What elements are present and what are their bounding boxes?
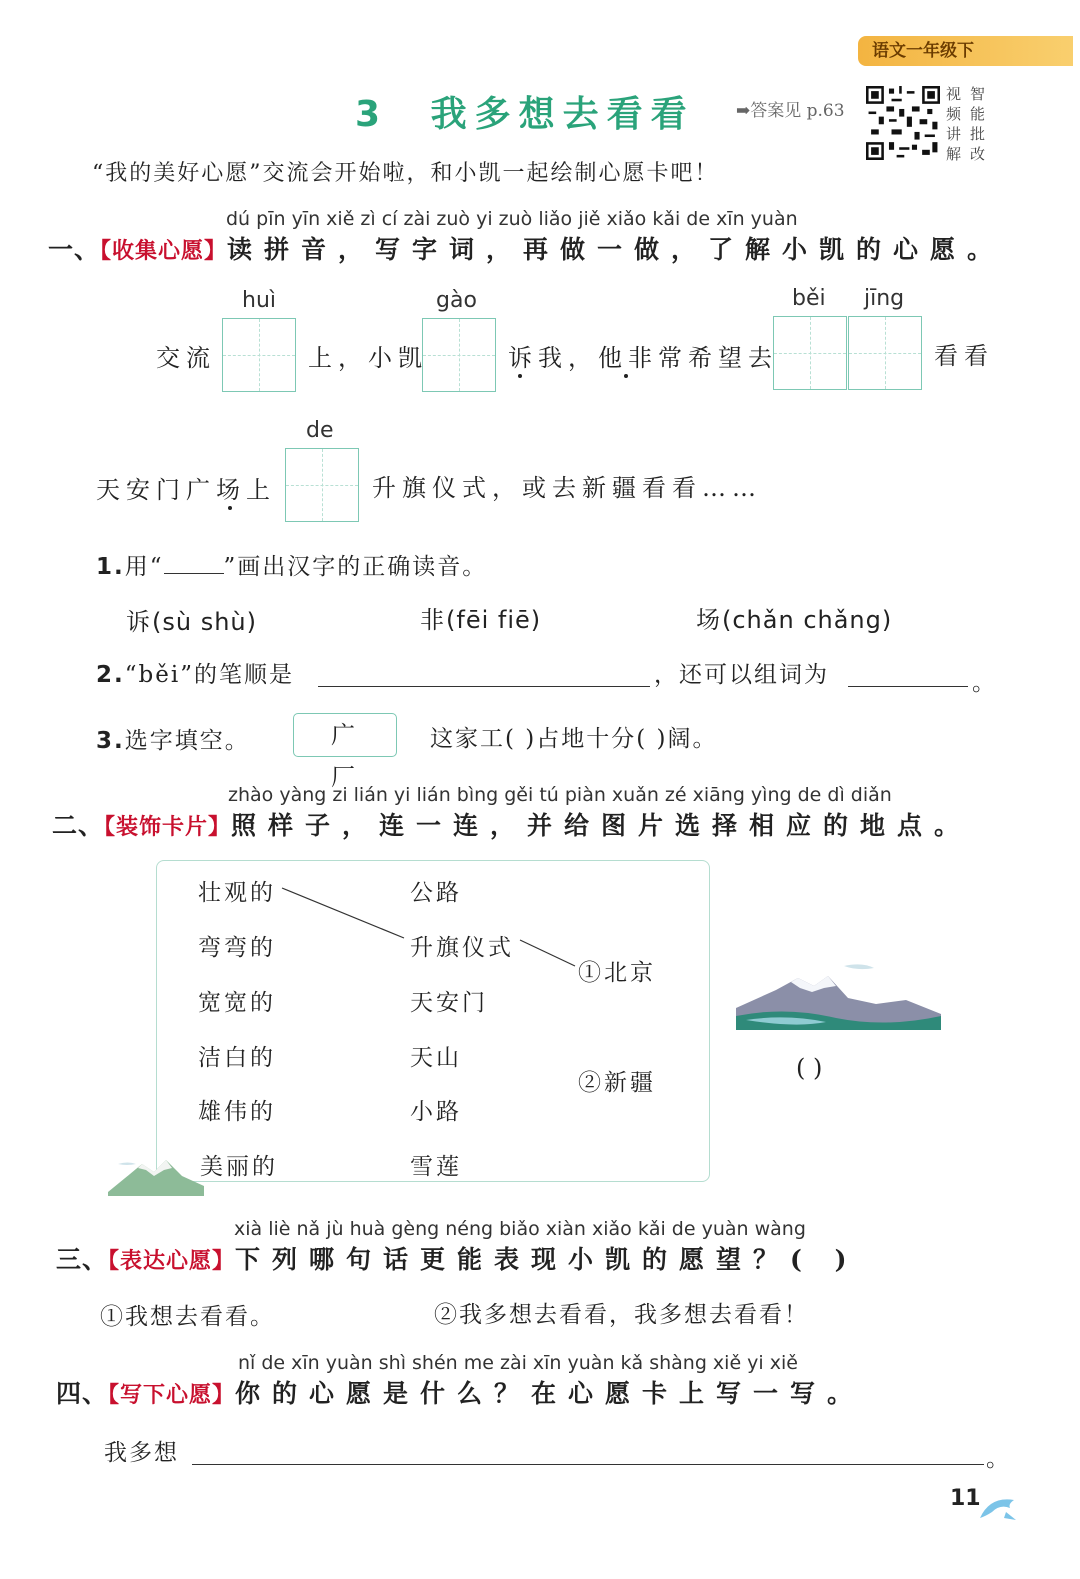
image-answer-paren[interactable]: ( ) xyxy=(796,1054,823,1082)
wish-write-line[interactable] xyxy=(192,1464,984,1465)
lesson-title xyxy=(355,86,695,137)
char-box-jing[interactable] xyxy=(848,316,922,390)
match-left-4[interactable]: 洁白的 xyxy=(198,1045,276,1071)
section4-pinyin: nǐ de xīn yuàn shì shén me zài xīn yuàn kǎ shàng xiě yi xiě xyxy=(238,1352,798,1374)
char-box-de[interactable] xyxy=(285,448,359,522)
fill-text-1: 交流 xyxy=(156,344,216,372)
character-choice-box: 广 厂 xyxy=(293,713,397,757)
wish-prefix: 我多想 xyxy=(104,1440,179,1466)
section1-pinyin: dú pīn yīn xiě zì cí zài zuò yi zuò liǎo jiě xiǎo kǎi de xīn yuàn xyxy=(226,208,798,230)
fill-text-2: 上，小凯 xyxy=(308,344,428,372)
question-2-mid: ，还可以组词为 xyxy=(654,662,829,688)
lesson-name: 我多想去看看 xyxy=(430,94,695,135)
match-left-1[interactable]: 壮观的 xyxy=(198,880,276,906)
page-number: 11 xyxy=(950,1486,981,1511)
question-3: 3.选字填空。 xyxy=(96,728,250,754)
section2-pinyin: zhào yàng zi lián yi lián bìng gěi tú piàn xuǎn zé xiāng yìng de dì diǎn xyxy=(228,784,892,806)
pinyin-gao: gào xyxy=(436,288,477,313)
pinyin-bei: běi xyxy=(792,286,826,311)
section3-bracket: 【表达心愿】 xyxy=(108,1248,236,1274)
section4-heading: 四、【写下心愿】你的心愿是什么？在心愿卡上写一写。 xyxy=(56,1379,865,1408)
match-left-5[interactable]: 雄伟的 xyxy=(198,1099,276,1125)
fill-text-5: 天安门广场上 xyxy=(96,476,276,504)
fill-text-6: 升旗仪式，或去新疆看看…… xyxy=(372,474,762,502)
section3-pinyin: xià liè nǎ jù huà gèng néng biǎo xiàn xiǎo kǎi de yuàn wàng xyxy=(234,1218,806,1240)
match-left-2[interactable]: 弯弯的 xyxy=(198,935,276,961)
match-right-1[interactable]: 公路 xyxy=(410,880,462,906)
word-blank[interactable] xyxy=(848,686,968,687)
wish-end: 。 xyxy=(986,1446,1011,1472)
match-right-3[interactable]: 天安门 xyxy=(410,990,488,1016)
fill-text-3: 诉我，他非常希望去 xyxy=(508,344,778,372)
qr-label-video: 视频讲解 xyxy=(946,85,962,163)
section1-bracket: 【收集心愿】 xyxy=(100,238,228,264)
qr-code-icon[interactable] xyxy=(866,86,940,160)
reading-option-chang[interactable]: 场(chǎn chǎng) xyxy=(696,606,893,634)
match-left-6[interactable]: 美丽的 xyxy=(200,1154,278,1180)
qr-label-grading: 智能批改 xyxy=(970,85,986,163)
place-xinjiang[interactable]: ②新疆 xyxy=(578,1070,656,1096)
char-box-bei[interactable] xyxy=(773,316,847,390)
fill-text-4: 看看 xyxy=(934,342,994,370)
mountain-lake-illustration xyxy=(736,958,946,1038)
section2-bracket: 【装饰卡片】 xyxy=(104,814,232,840)
section2-instruction: 照样子，连一连，并给图片选择相应的地点。 xyxy=(231,811,972,840)
section2-heading: 二、【装饰卡片】照样子，连一连，并给图片选择相应的地点。 xyxy=(52,811,972,840)
reading-option-fei[interactable]: 非(fēi fiē) xyxy=(420,606,542,634)
char-box-gao[interactable] xyxy=(422,318,496,392)
emphasis-dot xyxy=(228,506,232,510)
match-left-3[interactable]: 宽宽的 xyxy=(198,990,276,1016)
question-2: 2.“běi”的笔顺是 xyxy=(96,662,294,688)
match-right-6[interactable]: 雪莲 xyxy=(410,1154,462,1180)
pinyin-hui: huì xyxy=(242,288,276,313)
section4-bracket: 【写下心愿】 xyxy=(108,1382,236,1408)
section1-heading: 一、【收集心愿】读拼音，写字词，再做一做，了解小凯的心愿。 xyxy=(48,235,1005,264)
example-connection-lines xyxy=(270,870,590,980)
emphasis-dot xyxy=(624,374,628,378)
emphasis-dot xyxy=(518,374,522,378)
section3-heading: 三、【表达心愿】下列哪句话更能表现小凯的愿望？( ) xyxy=(56,1245,859,1274)
char-box-hui[interactable] xyxy=(222,318,296,392)
section3-option-2[interactable]: ②我多想去看看，我多想去看看！ xyxy=(434,1302,809,1328)
section1-instruction: 读拼音，写字词，再做一做，了解小凯的心愿。 xyxy=(227,235,1005,264)
dolphin-icon xyxy=(976,1490,1022,1526)
lesson-number: 3 xyxy=(355,94,389,135)
match-right-5[interactable]: 小路 xyxy=(410,1099,462,1125)
question-3-sentence[interactable]: 这家工( )占地十分( )阔。 xyxy=(430,726,718,752)
small-mountain-decoration xyxy=(108,1150,208,1196)
pinyin-de: de xyxy=(306,418,334,443)
question-2-end: 。 xyxy=(972,670,997,696)
place-beijing[interactable]: ①北京 xyxy=(578,960,656,986)
intro-text: “我的美好心愿”交流会开始啦，和小凯一起绘制心愿卡吧！ xyxy=(92,161,719,186)
answer-reference[interactable]: ➡答案见 p.63 xyxy=(736,101,845,121)
stroke-order-blank[interactable] xyxy=(318,686,650,687)
section3-question: 下列哪句话更能表现小凯的愿望？( ) xyxy=(235,1245,859,1274)
match-right-4[interactable]: 天山 xyxy=(410,1045,462,1071)
reading-option-su[interactable]: 诉(sù shù) xyxy=(126,608,257,636)
grade-tag: 语文一年级下 xyxy=(858,36,1073,66)
match-right-2[interactable]: 升旗仪式 xyxy=(410,935,514,961)
section4-instruction: 你的心愿是什么？在心愿卡上写一写。 xyxy=(235,1379,865,1408)
section3-option-1[interactable]: ①我想去看看。 xyxy=(100,1304,275,1330)
question-1: 1.用“ ”画出汉字的正确读音。 xyxy=(96,554,488,580)
pinyin-jing: jīng xyxy=(864,286,905,311)
